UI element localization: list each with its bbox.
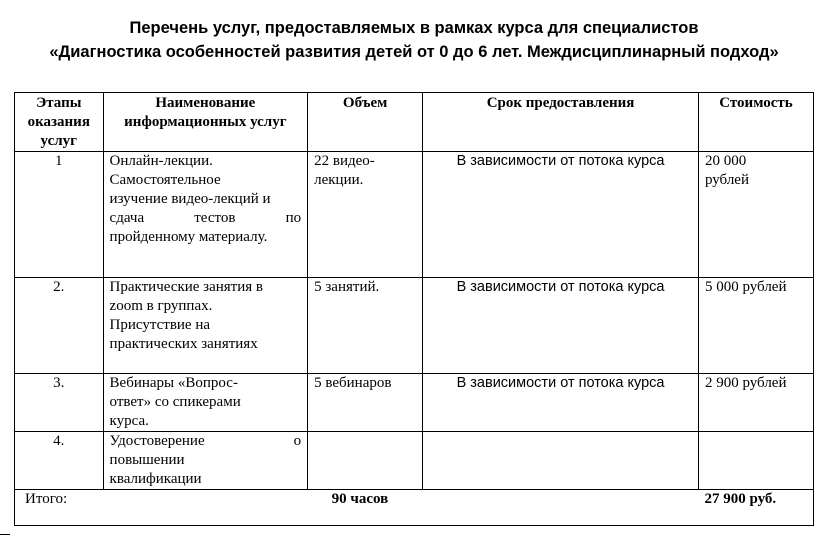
term-cell: В зависимости от потока курса (423, 374, 699, 432)
title-line-2: «Диагностика особенностей развития детей от 0 до 6 лет. Междисциплинарный подход» (49, 43, 779, 61)
cost-cell (698, 152, 813, 278)
header-stage-line: Этапы (36, 95, 82, 111)
service-name-line: Присутствие на (109, 317, 211, 333)
table-header-row (15, 93, 814, 152)
service-name-cell (103, 374, 308, 432)
service-name-line: изучение видео-лекций и (109, 191, 271, 207)
header-term: Срок предоставления (423, 93, 699, 152)
volume-line: 22 видео- (314, 153, 375, 169)
service-name-cell (103, 152, 308, 278)
service-name-line: Онлайн-лекции. (109, 153, 213, 169)
service-name-line: квалификации (109, 471, 202, 487)
header-stage-line: оказания (27, 114, 90, 130)
service-name-line: Самостоятельное (109, 172, 221, 188)
cost-cell: 2 900 рублей (698, 374, 813, 432)
cost-cell (698, 432, 813, 490)
service-name-line: Вебинары «Вопрос- (109, 375, 238, 391)
volume-cell (308, 432, 423, 490)
header-name-line: информационных услуг (124, 114, 287, 130)
total-spacer (423, 490, 699, 526)
header-name-line: Наименование (155, 95, 256, 111)
volume-cell: 5 занятий. (308, 278, 423, 374)
volume-cell: 5 вебинаров (308, 374, 423, 432)
service-name-line: zoom в группах. (109, 298, 213, 314)
service-name-line: повышении (109, 452, 185, 468)
header-cost: Стоимость (698, 93, 813, 152)
stage-cell: 1 (15, 152, 104, 278)
table-row (15, 278, 814, 374)
service-name-line: Практические занятия в (109, 279, 263, 295)
cost-line: 20 000 (704, 153, 747, 169)
term-cell: В зависимости от потока курса (423, 278, 699, 374)
table-row (15, 374, 814, 432)
cost-cell: 5 000 рублей (698, 278, 813, 374)
total-sum: 27 900 руб. (698, 490, 813, 526)
stage-cell: 3. (15, 374, 104, 432)
table-row (15, 432, 814, 490)
volume-cell (308, 152, 423, 278)
document-title (0, 16, 828, 64)
service-name-line: сдача тестов по (109, 210, 302, 226)
service-name-line: пройденному материалу. (109, 229, 268, 245)
service-name-line: Удостоверение о (109, 433, 302, 449)
services-table (14, 92, 814, 526)
total-label: Итого: (15, 490, 308, 526)
total-row (15, 490, 814, 526)
header-stage-line: услуг (40, 133, 77, 149)
stage-cell: 2. (15, 278, 104, 374)
page-corner-mark (0, 534, 10, 539)
title-line-1: Перечень услуг, предоставляемых в рамках курса для специалистов (129, 19, 699, 37)
service-name-line: ответ» со спикерами (109, 394, 241, 410)
service-name-cell (103, 278, 308, 374)
total-hours: 90 часов (308, 490, 423, 526)
header-name (103, 93, 308, 152)
cost-line: рублей (704, 172, 749, 188)
volume-line: лекции. (314, 172, 364, 188)
service-name-line: курса. (109, 413, 149, 429)
term-cell: В зависимости от потока курса (423, 152, 699, 278)
table-row (15, 152, 814, 278)
term-cell (423, 432, 699, 490)
service-name-line: практических занятиях (109, 336, 258, 352)
header-stage (15, 93, 104, 152)
header-volume: Объем (308, 93, 423, 152)
service-name-cell (103, 432, 308, 490)
stage-cell: 4. (15, 432, 104, 490)
